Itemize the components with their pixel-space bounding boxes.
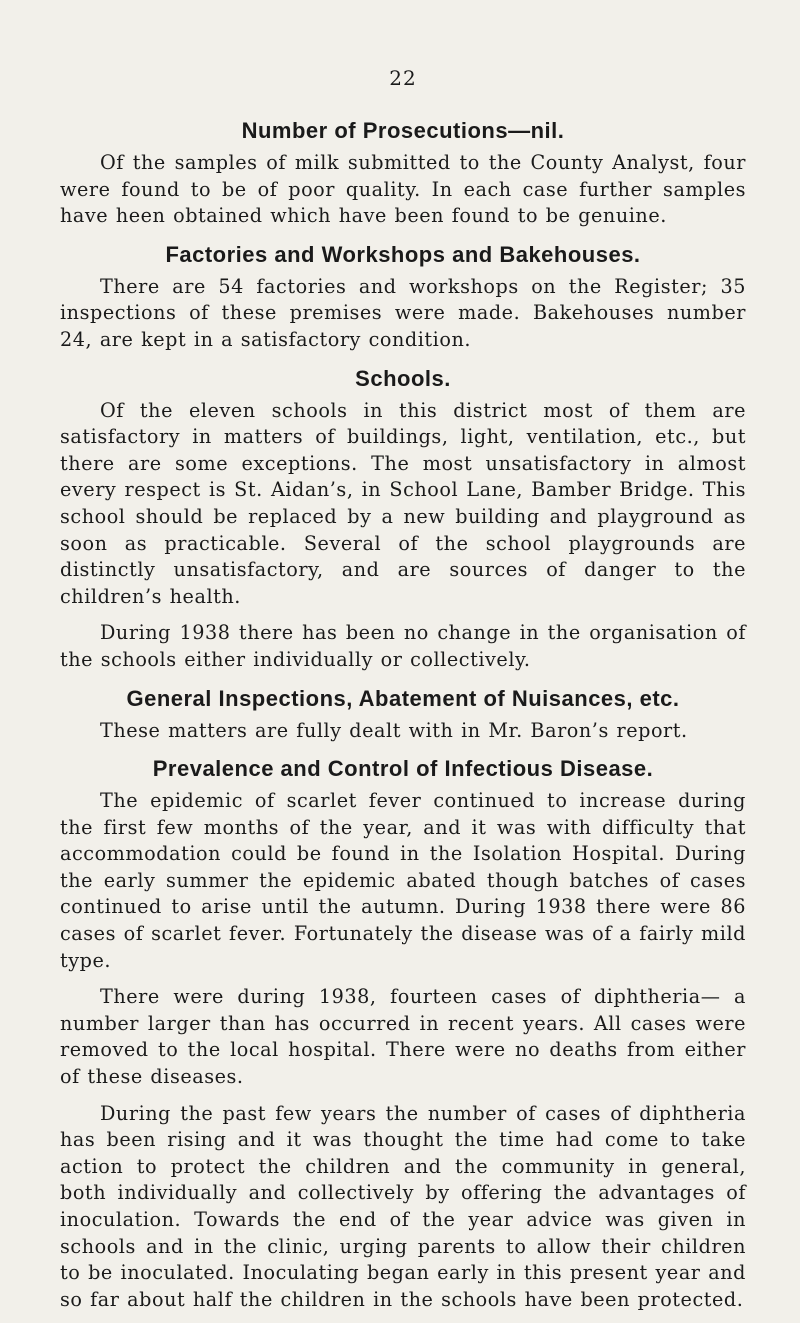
heading-infectious-disease: Prevalence and Control of Infectious Disease. [152, 756, 654, 782]
page-number: 22 [389, 66, 417, 90]
section-prosecutions [60, 116, 746, 230]
page-content [60, 116, 746, 1323]
paragraph-scarlet-fever: The epidemic of scarlet fever continued to increase during the first few months of the year, and it was with difficulty that accommodation could be found in the Isolation Hospital. During the early summer the epidemic abated though batches of cases continued to arise until the autumn. During 1938 there were 86 cases of scarlet fever. Fortunately the disease was of a fairly mild type. [60, 789, 746, 972]
section-schools [60, 364, 746, 674]
section-infectious-disease [60, 754, 746, 1313]
paragraph-milk-samples: Of the samples of milk submitted to the County Analyst, four were found to be of poor quality. In each case further samples have heen obtained which have been found to be genuine. [60, 151, 746, 228]
heading-prosecutions [60, 116, 746, 146]
paragraph-factories: There are 54 factories and workshops on the Register; 35 inspections of these premises were made. Bakehouses number 24, are kept in a satisfactory condition. [60, 274, 746, 351]
section-general-inspections [60, 684, 746, 745]
paragraph-general-inspections: These matters are fully dealt with in Mr. Baron’s report. [100, 718, 688, 742]
heading-prosecutions-suffix: —nil. [508, 118, 565, 143]
paragraph-schools-condition: Of the eleven schools in this district most of them are satisfactory in matters of buildings, light, ventilation, etc., but there are some exceptions. The most unsatisfactory in almost every respect is St. Aidan’s, in School Lane, Bamber Bridge. This school should be replaced by a new building and playground as soon as practicable. Several of the school playgrounds are distinctly unsatisfactory, and are sources of danger to the children’s health. [60, 398, 746, 608]
heading-general-inspections: General Inspections, Abatement of Nuisances, etc. [126, 685, 680, 711]
paragraph-inoculation: During the past few years the number of cases of diphtheria has been rising and it was thought the time had come to take action to protect the children and the community in general, both individually and collectively by offering the advantages of inoculation. Towards the end of the year advice was given in schools and in the clinic, urging parents to allow their children to be inoculated. Inoculating began early in this present year and so far about half the children in the schools have been protected. [60, 1101, 746, 1311]
heading-prosecutions-text: Number of Prosecutions [241, 118, 509, 143]
paragraph-diphtheria-cases: There were during 1938, fourteen cases of diphtheria— a number larger than has occurred in recent years. All cases were removed to the local hospital. There were no deaths from either of these diseases. [60, 985, 746, 1089]
heading-factories: Factories and Workshops and Bakehouses. [165, 241, 641, 267]
section-factories [60, 240, 746, 354]
paragraph-schools-organisation: During 1938 there has been no change in the organisation of the schools either individually or collectively. [60, 621, 746, 671]
heading-schools: Schools. [355, 365, 451, 391]
